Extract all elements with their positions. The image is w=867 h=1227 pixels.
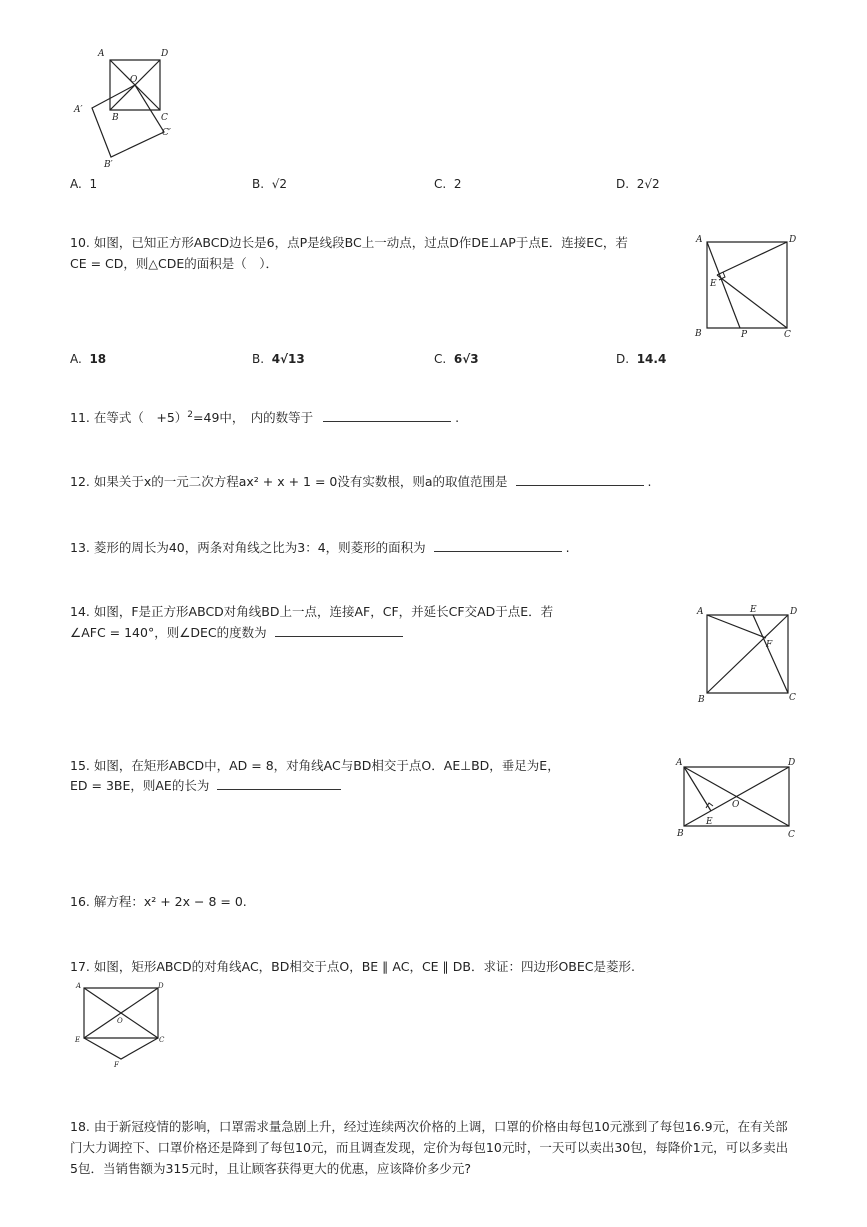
q10-option-c: C. 6√3 [434, 352, 479, 366]
q10-option-b: B. 4√13 [252, 352, 305, 366]
fig14-label-E: E [750, 605, 757, 615]
q9-option-d: D. 2√2 [616, 177, 660, 191]
q17-figure [66, 978, 181, 1070]
fig15-label-D: D [788, 758, 796, 768]
q15-figure [673, 755, 803, 840]
q10-line1: 10. 如图，已知正方形ABCD边长是6，点P是线段BC上一动点，过点D作DE⊥AP于点E．连接EC，若 [70, 235, 628, 250]
fig9-label-C-prime: C′ [162, 128, 171, 138]
fig14-label-F: F [766, 640, 773, 650]
fig9-label-B-prime: B′ [104, 160, 113, 170]
q18-line2: 门大力调控下、口罩价格还是降到了每包10元，而且调查发现，定价为每包10元时，一天可以卖出30包，每降价1元，可以多卖出 [70, 1140, 789, 1155]
fig17-label-D: D [158, 982, 164, 990]
q14-answer-blank[interactable] [275, 623, 403, 637]
q13-text: 13. 菱形的周长为40，两条对角线之比为3：4，则菱形的面积为 . [70, 540, 570, 555]
fig15-label-B: B [677, 829, 684, 839]
q12-text: 12. 如果关于x的一元二次方程ax² + x + 1 = 0没有实数根，则a的取值范围是 . [70, 474, 652, 489]
q9-figure [68, 42, 198, 172]
q14-line1: 14. 如图，F是正方形ABCD对角线BD上一点，连接AF，CF，并延长CF交AD于点E．若 [70, 604, 554, 619]
fig15-label-C: C [788, 830, 795, 840]
fig10-label-D: D [789, 235, 797, 245]
q14-figure [693, 600, 808, 708]
fig9-label-A-prime: A′ [74, 105, 83, 115]
q14-line2: ∠AFC = 140°，则∠DEC的度数为 [70, 622, 403, 643]
q15-line2: ED = 3BE，则AE的长为 [70, 775, 341, 796]
fig14-label-C: C [789, 693, 796, 703]
fig17-label-A: A [76, 982, 82, 990]
fig14-label-D: D [790, 607, 798, 617]
fig15-label-E: E [706, 817, 713, 827]
fig10-label-P: P [741, 330, 748, 340]
fig9-label-A: A [98, 49, 105, 59]
q10-option-a: A. 18 [70, 352, 107, 366]
q18-line3: 5包．当销售额为315元时，且让顾客获得更大的优惠，应该降价多少元? [70, 1161, 471, 1176]
q16-text: 16. 解方程：x² + 2x − 8 = 0. [70, 894, 247, 909]
fig14-label-B: B [698, 695, 705, 705]
fig14-label-A: A [697, 607, 704, 617]
fig17-label-C: C [159, 1036, 165, 1044]
fig9-label-O: O [130, 75, 138, 85]
fig10-label-A: A [696, 235, 703, 245]
fig10-label-C: C [784, 330, 791, 340]
q10-line2: CE = CD，则△CDE的面积是（ ）． [70, 256, 279, 271]
q18-line1: 18. 由于新冠疫情的影响，口罩需求量急剧上升，经过连续两次价格的上调，口罩的价格由每包10元涨到了每包16.9元，在有关部 [70, 1119, 788, 1134]
q13-answer-blank[interactable] [434, 538, 562, 552]
fig17-label-F: F [114, 1061, 119, 1069]
q15-line1: 15. 如图，在矩形ABCD中，AD = 8，对角线AC与BD相交于点O．AE⊥BD，垂足为E， [70, 758, 560, 773]
fig15-label-O: O [732, 800, 740, 810]
q11-answer-blank[interactable] [323, 408, 451, 422]
q15-answer-blank[interactable] [217, 776, 341, 790]
fig9-label-B: B [112, 113, 119, 123]
q9-option-a: A. 1 [70, 177, 98, 191]
fig17-label-E: E [75, 1036, 81, 1044]
q9-option-c: C. 2 [434, 177, 462, 191]
fig17-label-O: O [117, 1017, 123, 1025]
q9-option-b: B. √2 [252, 177, 287, 191]
q17-text: 17. 如图，矩形ABCD的对角线AC，BD相交于点O，BE ∥ AC，CE ∥ DB．求证：四边形OBEC是菱形. [70, 959, 635, 974]
q11-text: 11. 在等式（ +5）$^2$=49中， 内的数等于 . [70, 410, 460, 426]
fig9-label-D: D [161, 49, 169, 59]
fig10-label-B: B [695, 329, 702, 339]
q10-figure [690, 230, 805, 345]
fig15-label-A: A [676, 758, 683, 768]
fig9-label-C: C [161, 113, 168, 123]
q10-option-d: D. 14.4 [616, 352, 667, 366]
fig10-label-E: E [710, 279, 717, 289]
q12-answer-blank[interactable] [516, 472, 644, 486]
